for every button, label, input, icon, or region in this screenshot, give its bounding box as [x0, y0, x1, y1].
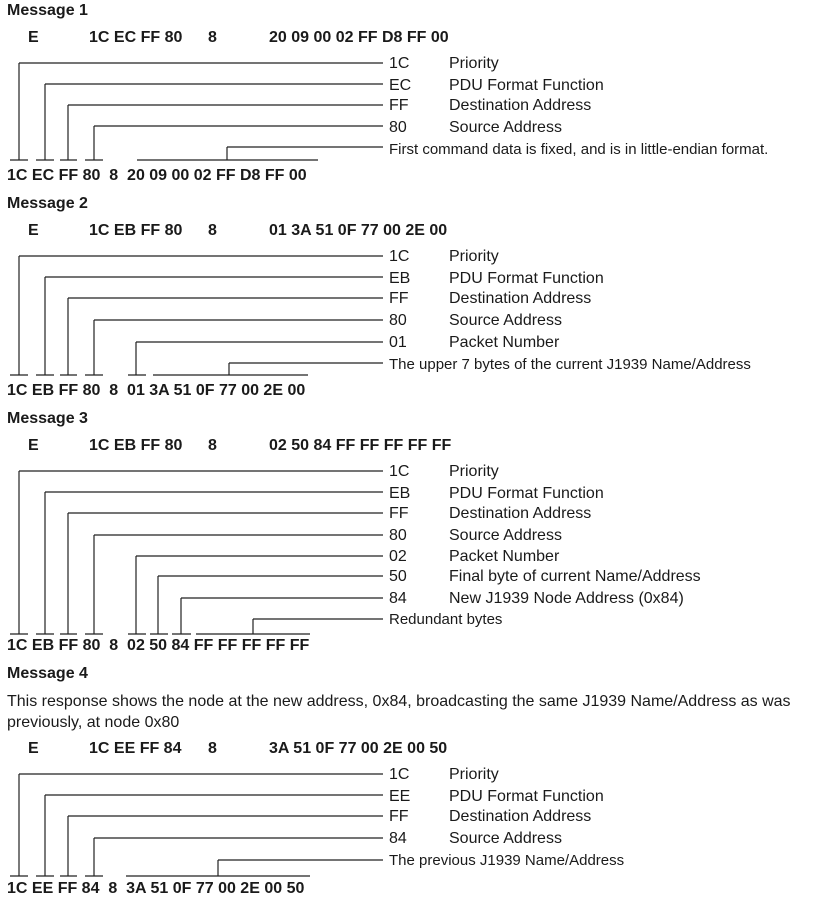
row-code: 80: [389, 119, 407, 136]
row-desc: Packet Number: [449, 334, 560, 351]
bottom-sequence: 1C EE FF 84 8 3A 51 0F 77 00 2E 00 50: [7, 880, 305, 897]
header-e: E: [28, 740, 39, 757]
header-id: 1C EB FF 80: [89, 437, 183, 454]
row-desc: PDU Format Function: [449, 77, 604, 94]
row-desc: The upper 7 bytes of the current J1939 Name/Address: [389, 356, 751, 373]
row-code: 50: [389, 568, 407, 585]
row-desc: PDU Format Function: [449, 788, 604, 805]
bottom-sequence: 1C EB FF 80 8 01 3A 51 0F 77 00 2E 00: [7, 382, 306, 399]
row-desc: First command data is fixed, and is in little-endian format.: [389, 141, 769, 158]
row-desc: Destination Address: [449, 505, 592, 522]
row-code: FF: [389, 808, 409, 825]
header-data: 3A 51 0F 77 00 2E 00 50: [269, 740, 448, 757]
header-dlc: 8: [208, 29, 217, 46]
message-note: This response shows the node at the new address, 0x84, broadcasting the same J1939 Name/Address as was previously, at node 0x80: [7, 693, 791, 731]
row-code: EE: [389, 788, 411, 805]
header-data: 02 50 84 FF FF FF FF FF: [269, 437, 452, 454]
header-data: 20 09 00 02 FF D8 FF 00: [269, 29, 449, 46]
header-dlc: 8: [208, 740, 217, 757]
header-id: 1C EC FF 80: [89, 29, 183, 46]
header-dlc: 8: [208, 437, 217, 454]
row-code: EC: [389, 77, 412, 94]
header-id: 1C EB FF 80: [89, 222, 183, 239]
bottom-sequence: 1C EC FF 80 8 20 09 00 02 FF D8 FF 00: [7, 167, 307, 184]
row-code: FF: [389, 290, 409, 307]
row-code: FF: [389, 505, 409, 522]
row-desc: Priority: [449, 766, 499, 783]
row-desc: Final byte of current Name/Address: [449, 568, 701, 585]
message-title: Message 4: [7, 665, 88, 682]
row-desc: New J1939 Node Address (0x84): [449, 590, 684, 607]
row-code: 1C: [389, 463, 410, 480]
row-desc: The previous J1939 Name/Address: [389, 852, 625, 869]
row-desc: Source Address: [449, 527, 562, 544]
row-code: EB: [389, 485, 411, 502]
row-desc: PDU Format Function: [449, 485, 604, 502]
row-code: 1C: [389, 248, 410, 265]
row-desc: Source Address: [449, 312, 562, 329]
row-desc: Priority: [449, 463, 499, 480]
row-code: 02: [389, 548, 407, 565]
row-desc: Destination Address: [449, 290, 592, 307]
header-e: E: [28, 437, 39, 454]
row-code: EB: [389, 270, 411, 287]
bottom-sequence: 1C EB FF 80 8 02 50 84 FF FF FF FF FF: [7, 637, 310, 654]
message-title: Message 1: [7, 2, 88, 19]
row-code: 80: [389, 312, 407, 329]
row-desc: Priority: [449, 248, 499, 265]
row-desc: Source Address: [449, 119, 562, 136]
header-e: E: [28, 29, 39, 46]
message-title: Message 3: [7, 410, 88, 427]
header-e: E: [28, 222, 39, 239]
row-code: 01: [389, 334, 407, 351]
row-desc: Priority: [449, 55, 499, 72]
row-code: 1C: [389, 766, 410, 783]
row-code: 84: [389, 590, 407, 607]
row-desc: Destination Address: [449, 808, 592, 825]
header-id: 1C EE FF 84: [89, 740, 182, 757]
row-code: 80: [389, 527, 407, 544]
row-desc: Destination Address: [449, 97, 592, 114]
row-code: FF: [389, 97, 409, 114]
row-desc: PDU Format Function: [449, 270, 604, 287]
row-code: 84: [389, 830, 407, 847]
row-desc: Redundant bytes: [389, 611, 503, 628]
row-code: 1C: [389, 55, 410, 72]
message-title: Message 2: [7, 195, 88, 212]
header-dlc: 8: [208, 222, 217, 239]
header-data: 01 3A 51 0F 77 00 2E 00: [269, 222, 448, 239]
row-desc: Packet Number: [449, 548, 560, 565]
row-desc: Source Address: [449, 830, 562, 847]
